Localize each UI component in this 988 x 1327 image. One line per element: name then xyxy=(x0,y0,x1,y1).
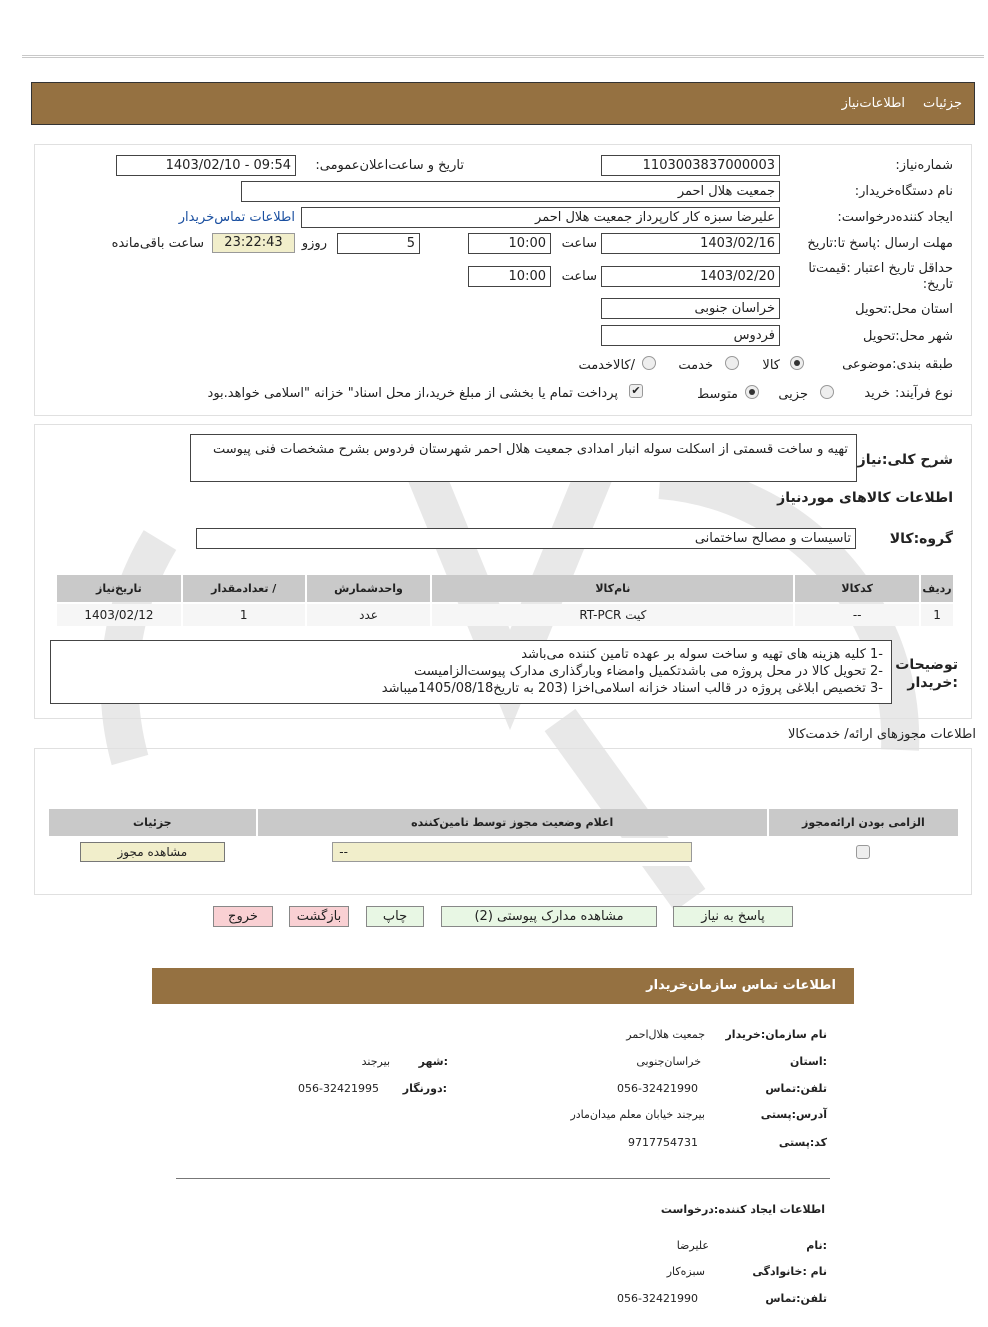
contact-address-value: بیرجند خیابان معلم میدان‌مادر xyxy=(570,1108,705,1121)
contact-city-value: بیرجند xyxy=(361,1055,390,1068)
goods-table-header xyxy=(57,575,953,602)
permits-title: اطلاعات مجوزهای ارائه/ خدمت‌کالا xyxy=(787,727,976,742)
process-partial-label: جزیی xyxy=(778,387,808,402)
category-goods-label: کالا xyxy=(762,358,780,373)
cell-code: -- xyxy=(795,604,919,626)
payment-checkbox[interactable]: ✔ xyxy=(629,384,643,398)
city-field: فردوس xyxy=(601,325,780,346)
permit-required-checkbox[interactable] xyxy=(856,845,870,859)
table-row[interactable] xyxy=(57,604,953,626)
validity-date-field: 1403/02/20 xyxy=(601,266,780,287)
permits-table-header xyxy=(49,809,958,836)
deadline-label: مهلت ارسال :پاسخ تا:تاریخ xyxy=(807,236,953,251)
city-label: شهر محل:تحویل xyxy=(863,329,953,344)
cell-permit-details xyxy=(49,838,256,866)
view-docs-button[interactable]: مشاهده مدارک پیوستی (2) xyxy=(441,906,657,927)
buyer-note-line: -1 کلیه هزینه های تهیه و ساخت سوله بر عهده تامین کننده می‌باشد xyxy=(521,647,883,662)
goods-group-label: گروه:کالا xyxy=(889,531,953,547)
cell-unit: عدد xyxy=(307,604,431,626)
province-field: خراسان جنوبی xyxy=(601,298,780,319)
col-name: نام‌کالا xyxy=(432,575,793,602)
col-permit-required: الزامی بودن ارائه‌مجوز xyxy=(769,809,958,836)
contact-province-value: خراسان‌جنوبی xyxy=(636,1055,701,1068)
goods-table xyxy=(55,573,955,628)
tab-details[interactable]: جزئیات xyxy=(923,96,962,111)
category-service-label: خدمت xyxy=(678,358,713,373)
goods-info-title: اطلاعات کالاهای موردنیاز xyxy=(777,490,953,506)
creator-phone-label: تلفن:تماس xyxy=(765,1292,827,1305)
summary-text: تهیه و ساخت قسمتی از اسکلت سوله انبار امدادی جمعیت هلال احمر شهرستان فردوس بشرح مشخصات فنی پیوست xyxy=(190,434,857,482)
cell-permit-required xyxy=(769,838,958,866)
contact-province-label: :استان xyxy=(790,1055,827,1068)
payment-note: پرداخت تمام یا بخشی از مبلغ خرید،از محل اسناد" خزانه "اسلامی خواهد.بود xyxy=(207,386,618,401)
col-code: کدکالا xyxy=(795,575,919,602)
contact-org-label: نام سازمان:خریدار xyxy=(725,1028,827,1041)
col-row: ردیف xyxy=(921,575,953,602)
remaining-label: ساعت باقی‌مانده xyxy=(111,236,204,251)
creator-family-label: نام :خانوادگی xyxy=(752,1265,827,1278)
print-button[interactable]: چاپ xyxy=(366,906,424,927)
province-label: استان محل:تحویل xyxy=(855,302,953,317)
category-goods-radio[interactable] xyxy=(790,356,804,370)
contact-org-value: جمعیت هلال‌احمر xyxy=(626,1028,705,1041)
announce-field: 1403/02/10 - 09:54 xyxy=(116,155,296,176)
tab-need-info[interactable]: اطلاعات‌نیاز xyxy=(841,96,906,111)
contact-phone-value: 056-32421990 xyxy=(617,1082,698,1095)
validity-label: حداقل تاریخ اعتبار :قیمت‌تا تاریخ: xyxy=(808,261,953,292)
contact-fax-label: :دورنگار xyxy=(402,1082,447,1095)
cell-row: 1 xyxy=(921,604,953,626)
exit-button[interactable]: خروج xyxy=(213,906,273,927)
category-goods-service-radio[interactable] xyxy=(642,356,656,370)
creator-field: علیرضا سبزه کار کارپرداز جمعیت هلال احمر xyxy=(301,207,780,228)
days-label: روزو xyxy=(301,236,327,251)
deadline-hour-label: ساعت xyxy=(561,236,597,251)
validity-time-field: 10:00 xyxy=(468,266,551,287)
buyer-org-field: جمعیت هلال احمر xyxy=(241,181,780,202)
top-divider xyxy=(22,55,984,58)
goods-group-field: تاسیسات و مصالح ساختمانی xyxy=(196,528,856,549)
process-buy-label: خرید xyxy=(864,386,890,401)
category-label: طبقه بندی:موضوعی xyxy=(842,357,953,372)
col-quantity: / تعدادمقدار xyxy=(183,575,305,602)
creator-name-value: علیرضا xyxy=(676,1239,709,1252)
buyer-contact-link[interactable]: اطلاعات تماس‌خریدار xyxy=(178,210,295,225)
need-number-label: شماره‌نیاز: xyxy=(895,158,953,173)
deadline-time-field: 10:00 xyxy=(468,233,551,254)
announce-label: تاریخ و ساعت‌اعلان‌عمومی: xyxy=(315,158,464,173)
creator-label: ایجاد کننده‌درخواست: xyxy=(837,210,953,225)
process-medium-label: متوسط xyxy=(697,387,738,402)
validity-hour-label: ساعت xyxy=(561,269,597,284)
buyer-org-label: نام دستگاه‌خریدار: xyxy=(854,184,953,199)
cell-name: کیت RT-PCR xyxy=(432,604,793,626)
buyer-note-line: -3 تخصیص ابلاغی پروژه در قالب اسناد خزانه اسلامی‌اخزا (203 به تاریخ1405/08/18میباشد xyxy=(381,681,883,696)
buyer-notes-box xyxy=(50,640,892,704)
col-permit-status: اعلام وضعیت مجوز توسط تامین‌کننده xyxy=(258,809,767,836)
buyer-notes-label: توضیحات :خریدار xyxy=(895,657,958,691)
header-banner xyxy=(31,82,975,125)
days-field: 5 xyxy=(337,233,420,254)
contact-phone-label: تلفن:تماس xyxy=(765,1082,827,1095)
need-number-field: 1103003837000003 xyxy=(601,155,780,176)
process-partial-radio[interactable] xyxy=(820,385,834,399)
contact-city-label: :شهر xyxy=(418,1055,448,1068)
contact-address-label: آدرس:پستی xyxy=(760,1108,827,1121)
buyer-note-line: -2 تحویل کالا در محل پروژه می باشدتکمیل وامضاء وبارگذاری مدارک پیوست‌الزامیست xyxy=(413,664,883,679)
contact-fax-value: 056-32421995 xyxy=(298,1082,379,1095)
category-goods-service-label: /کالاخدمت xyxy=(578,358,635,373)
cell-permit-status xyxy=(258,838,767,866)
contact-postal-value: 9717754731 xyxy=(628,1136,698,1149)
creator-info-title: اطلاعات ایجاد کننده:درخواست xyxy=(660,1203,825,1216)
contact-header: اطلاعات تماس سازمان‌خریدار xyxy=(152,968,854,1004)
permits-table xyxy=(47,807,960,868)
category-service-radio[interactable] xyxy=(725,356,739,370)
back-button[interactable]: بازگشت xyxy=(289,906,349,927)
reply-button[interactable]: پاسخ به نیاز xyxy=(673,906,793,927)
creator-phone-value: 056-32421990 xyxy=(617,1292,698,1305)
cell-date: 1403/02/12 xyxy=(57,604,181,626)
contact-divider xyxy=(176,1178,830,1179)
summary-label: شرح کلی:نیاز xyxy=(857,452,953,468)
cell-quantity: 1 xyxy=(183,604,305,626)
remaining-time: 23:22:43 xyxy=(212,233,295,253)
permit-status-field: -- xyxy=(332,842,692,862)
creator-family-value: سبزه‌کار xyxy=(666,1265,705,1278)
view-permit-button[interactable]: مشاهده مجوز xyxy=(80,842,225,862)
col-unit: واحدشمارش xyxy=(307,575,431,602)
process-medium-radio[interactable] xyxy=(745,385,759,399)
col-permit-details: جزئیات xyxy=(49,809,256,836)
col-date: تاریخ‌نیاز xyxy=(57,575,181,602)
process-label: نوع فرآیند: xyxy=(895,386,953,401)
contact-postal-label: کد:پستی xyxy=(778,1136,827,1149)
table-row xyxy=(49,838,958,866)
creator-name-label: :نام xyxy=(806,1239,827,1252)
deadline-date-field: 1403/02/16 xyxy=(601,233,780,254)
